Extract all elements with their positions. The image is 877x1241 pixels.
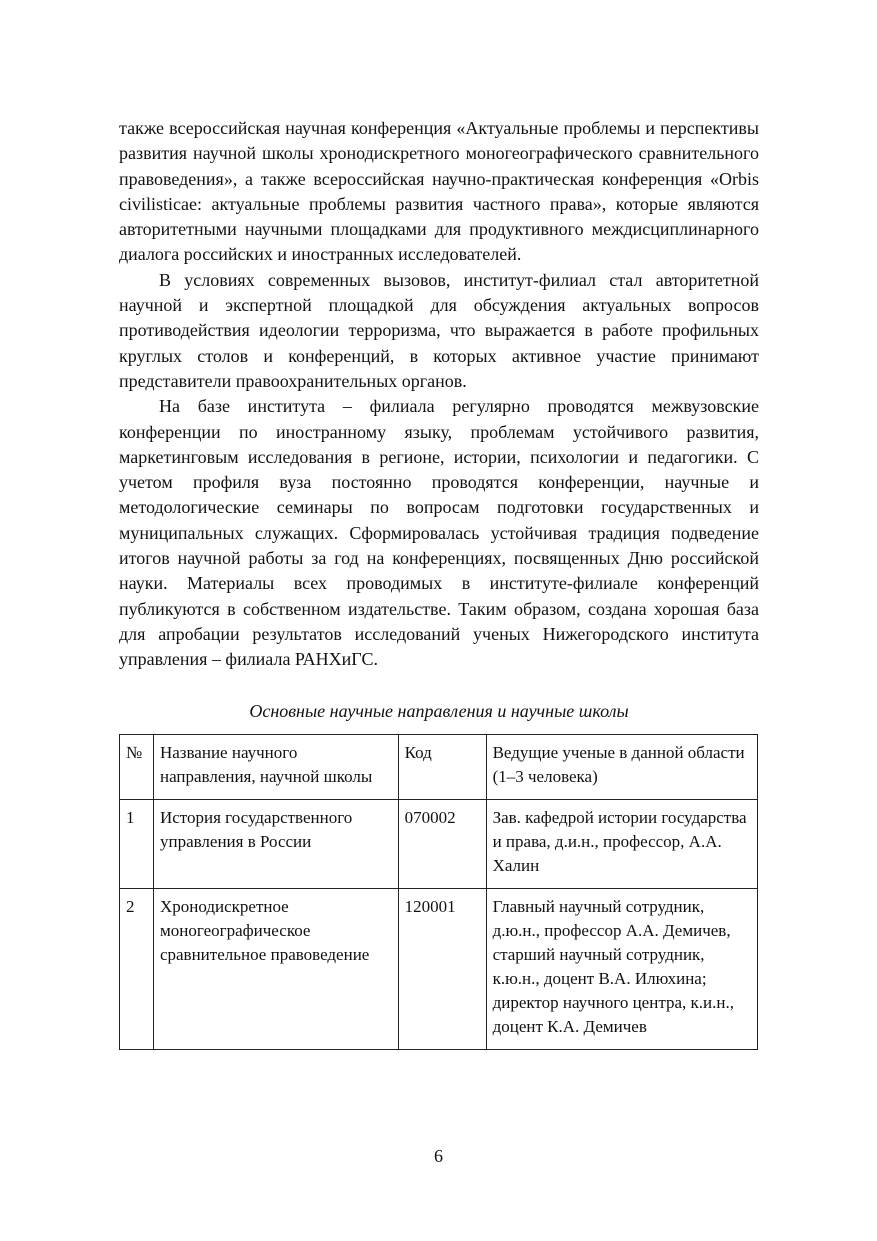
header-leaders: Ведущие ученые в данной области (1–3 человека) <box>486 734 757 799</box>
cell-num: 2 <box>120 888 154 1049</box>
page-content <box>119 116 759 1050</box>
cell-leaders: Главный научный сотрудник, д.ю.н., профессор А.А. Демичев, старший научный сотрудник, к.ю.н., доцент В.А. Илюхина; директор научного центра, к.и.н., доцент К.А. Демичев <box>486 888 757 1049</box>
cell-code: 120001 <box>398 888 486 1049</box>
cell-name: История государственного управления в России <box>153 799 398 888</box>
paragraph-conferences: также всероссийская научная конференция «Актуальные проблемы и перспективы развития научной школы хронодискретного моногеографического сравнительного правоведения», а также всероссийская научно-практическая конференция «Orbis civilisticae: актуальные проблемы развития частного права», которые являются авторитетными научными площадками для продуктивного междисциплинарного диалога российских и иностранных исследователей. <box>119 118 759 265</box>
cell-code: 070002 <box>398 799 486 888</box>
table-row <box>120 799 758 888</box>
header-name: Название научного направления, научной школы <box>153 734 398 799</box>
paragraph-interuniversity-conferences: На базе института – филиала регулярно проводятся межвузовские конференции по иностранному языку, проблемам устойчивого развития, маркетинговым исследования в регионе, истории, психологии и педагогики. С учетом профиля вуза постоянно проводятся конференции, научные и методологические семинары по вопросам подготовки государственных и муниципальных служащих. Сформировалась устойчивая традиция подведение итогов научной работы за год на конференциях, посвященных Дню российской науки. Материалы всех проводимых в институте-филиале конференций публикуются в собственном издательстве. Таким образом, создана хорошая база для апробации результатов исследований ученых Нижегородского института управления – филиала РАНХиГС. <box>119 396 759 670</box>
paragraph-terrorism-platform: В условиях современных вызовов, институт-филиал стал авторитетной научной и экспертной площадкой для обсуждения актуальных вопросов противодействия идеологии терроризма, что выражается в работе профильных круглых столов и конференций, в которых активное участие принимают представители правоохранительных органов. <box>119 269 759 391</box>
cell-leaders: Зав. кафедрой истории государства и права, д.и.н., профессор, А.А. Халин <box>486 799 757 888</box>
table-caption: Основные научные направления и научные школы <box>249 700 629 721</box>
page-number: 6 <box>434 1146 443 1166</box>
header-num: № <box>120 734 154 799</box>
research-directions-table <box>119 734 758 1050</box>
header-code: Код <box>398 734 486 799</box>
table-header-row <box>120 734 758 799</box>
table-row <box>120 888 758 1049</box>
cell-name: Хронодискретное моногеографическое сравнительное правоведение <box>153 888 398 1049</box>
cell-num: 1 <box>120 799 154 888</box>
